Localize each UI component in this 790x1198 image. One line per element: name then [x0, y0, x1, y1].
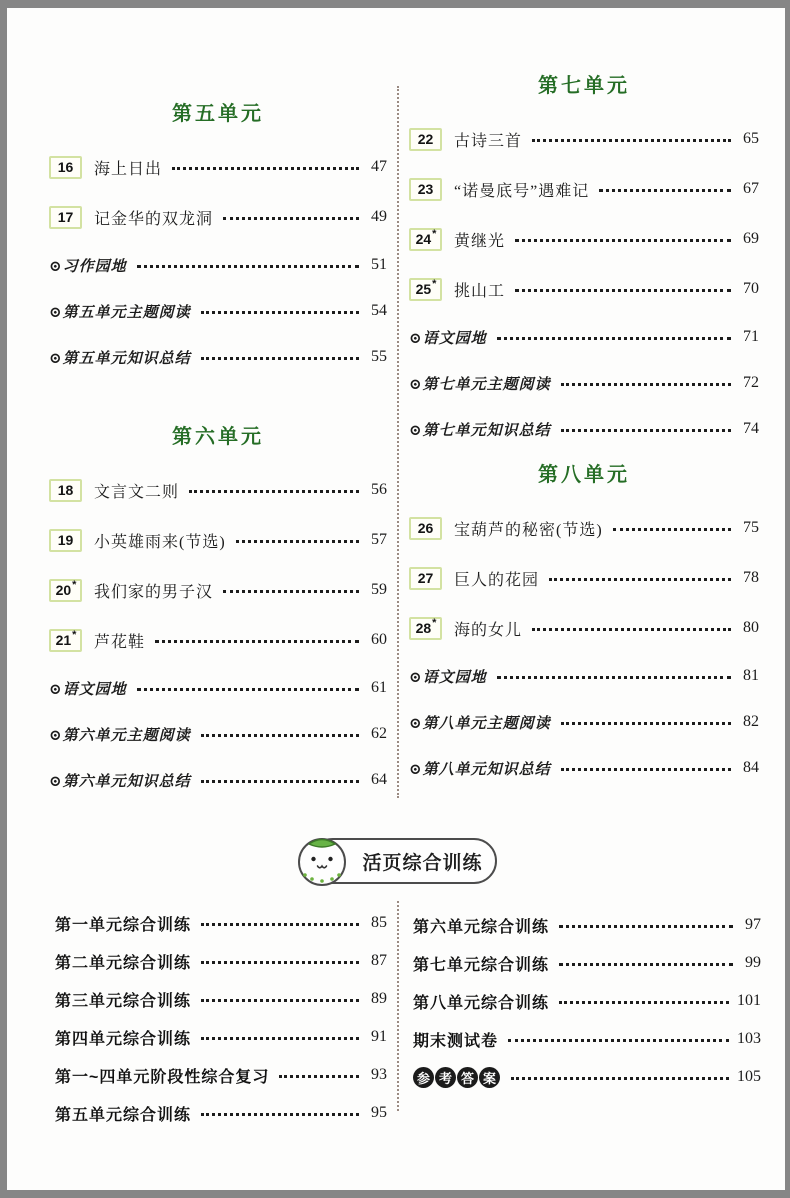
lesson-number: 17	[57, 209, 74, 225]
mascot-face-icon	[295, 834, 349, 888]
toc-extra-row	[409, 360, 759, 406]
unit-title: 第七单元	[538, 75, 630, 97]
toc-lesson-row	[409, 164, 759, 214]
page-number: 67	[743, 180, 759, 197]
dot-leader	[561, 383, 731, 386]
lesson-list	[49, 142, 387, 242]
dot-leader	[599, 189, 731, 192]
toc-extra-row	[409, 406, 759, 452]
dot-leader	[189, 490, 359, 493]
training-row	[413, 944, 761, 982]
training-row	[55, 942, 387, 980]
lesson-number: 18	[57, 482, 74, 498]
dot-leader	[201, 999, 359, 1002]
unit-8-section	[409, 461, 759, 791]
lesson-title: 记金华的双龙洞	[94, 210, 214, 228]
unit-title: 第六单元	[172, 426, 264, 448]
column-divider-bottom	[397, 901, 399, 1111]
page-number: 85	[371, 914, 387, 931]
toc-lesson-row	[49, 615, 387, 665]
lesson-title: “诺曼底号”遇难记	[454, 182, 590, 200]
lesson-title: 黄继光	[454, 232, 506, 250]
training-label: 第三单元综合训练	[55, 992, 192, 1010]
page-number: 64	[371, 771, 387, 788]
extra-list	[49, 665, 387, 803]
lesson-title: 海的女儿	[454, 621, 523, 639]
toc-extra-row	[409, 314, 759, 360]
extra-list	[409, 314, 759, 452]
page-number: 59	[371, 581, 387, 598]
training-label: 第八单元综合训练	[413, 994, 550, 1012]
dot-leader	[137, 265, 359, 268]
page-number: 97	[745, 916, 761, 933]
training-list-right	[413, 906, 761, 1096]
page-number: 101	[737, 992, 761, 1009]
dot-leader	[559, 925, 733, 928]
toc-lesson-row	[49, 142, 387, 192]
lesson-number: 24	[415, 231, 432, 247]
training-label: 第四单元综合训练	[55, 1030, 192, 1048]
dot-leader	[201, 1113, 359, 1116]
page-number: 89	[371, 990, 387, 1007]
lesson-title: 古诗三首	[454, 132, 523, 150]
answer-key-char-chip: 答	[457, 1067, 478, 1088]
dot-leader	[201, 1037, 359, 1040]
lesson-number-box	[49, 479, 82, 502]
page-number: 105	[737, 1068, 761, 1085]
unit-5-section	[49, 100, 387, 380]
lesson-number: 25	[415, 281, 432, 297]
toc-extra-row	[409, 699, 759, 745]
page-number: 69	[743, 230, 759, 247]
page-number: 91	[371, 1028, 387, 1045]
page-number: 81	[743, 667, 759, 684]
lesson-number-box	[49, 529, 82, 552]
toc-lesson-row	[409, 503, 759, 553]
toc-extra-row	[409, 745, 759, 791]
training-label: 第六单元综合训练	[413, 918, 550, 936]
dot-leader	[511, 1077, 729, 1080]
page-number: 60	[371, 631, 387, 648]
training-row	[55, 1094, 387, 1132]
answer-key-char-chip: 案	[479, 1067, 500, 1088]
dot-leader	[515, 289, 731, 292]
dot-leader	[549, 578, 731, 581]
answer-key-char-chip: 参	[413, 1067, 434, 1088]
lesson-number: 20	[55, 582, 72, 598]
lesson-number-box	[409, 517, 442, 540]
page-number: 103	[737, 1030, 761, 1047]
answer-key-char-chip: 考	[435, 1067, 456, 1088]
dot-leader	[532, 139, 731, 142]
page-number: 49	[371, 208, 387, 225]
toc-extra-row	[49, 711, 387, 757]
page-number: 54	[371, 302, 387, 319]
training-row	[55, 980, 387, 1018]
lesson-title: 小英雄雨来(节选)	[94, 533, 226, 551]
toc-lesson-row	[409, 214, 759, 264]
page-number: 70	[743, 280, 759, 297]
lesson-number-box	[49, 156, 82, 179]
dot-leader	[497, 676, 731, 679]
extra-label: ⊙第七单元知识总结	[409, 422, 551, 439]
toc-lesson-row	[409, 264, 759, 314]
lesson-list	[409, 114, 759, 314]
dot-leader	[561, 768, 731, 771]
lesson-list	[49, 465, 387, 665]
training-label: 第一~四单元阶段性综合复习	[55, 1068, 270, 1086]
dot-leader	[172, 167, 359, 170]
unit-title: 第八单元	[538, 464, 630, 486]
lesson-number: 23	[417, 181, 434, 197]
lesson-number-box: 24 *	[409, 228, 442, 251]
extra-list	[49, 242, 387, 380]
training-row	[413, 906, 761, 944]
dot-leader	[559, 963, 733, 966]
toc-extra-row	[49, 757, 387, 803]
dot-leader	[201, 311, 359, 314]
answer-key-row	[413, 1058, 761, 1096]
dot-leader	[201, 923, 359, 926]
extra-label: ⊙第七单元主题阅读	[409, 376, 551, 393]
lesson-number-box	[409, 128, 442, 151]
lesson-number: 27	[417, 570, 434, 586]
training-row	[55, 1056, 387, 1094]
page-number: 82	[743, 713, 759, 730]
extra-label: ⊙语文园地	[409, 330, 487, 347]
training-label: 第五单元综合训练	[55, 1106, 192, 1124]
dot-leader	[561, 429, 731, 432]
page-number: 65	[743, 130, 759, 147]
unit-6-section	[49, 423, 387, 803]
lesson-title: 芦花鞋	[94, 633, 146, 651]
training-label: 第一单元综合训练	[55, 916, 192, 934]
lesson-number: 22	[417, 131, 434, 147]
toc-lesson-row	[49, 515, 387, 565]
extra-list	[409, 653, 759, 791]
page-number: 72	[743, 374, 759, 391]
page-number: 51	[371, 256, 387, 273]
dot-leader	[201, 357, 359, 360]
training-row	[55, 1018, 387, 1056]
extra-label: ⊙第八单元主题阅读	[409, 715, 551, 732]
lesson-list	[409, 503, 759, 653]
training-row	[413, 1020, 761, 1058]
dot-leader	[279, 1075, 359, 1078]
page-number: 61	[371, 679, 387, 696]
toc-lesson-row	[49, 465, 387, 515]
lesson-number: 28	[415, 620, 432, 636]
lesson-number-box: 21 *	[49, 629, 82, 652]
toc-extra-row	[49, 288, 387, 334]
page-number: 87	[371, 952, 387, 969]
extra-label: ⊙第五单元主题阅读	[49, 304, 191, 321]
page-number: 75	[743, 519, 759, 536]
training-list-left	[55, 904, 387, 1132]
page-number: 99	[745, 954, 761, 971]
dot-leader	[223, 590, 359, 593]
section-badge	[295, 834, 497, 888]
page-number: 56	[371, 481, 387, 498]
dot-leader	[532, 628, 731, 631]
training-row	[413, 982, 761, 1020]
training-label: 第二单元综合训练	[55, 954, 192, 972]
page-number: 74	[743, 420, 759, 437]
lesson-number-box	[409, 567, 442, 590]
lesson-title: 文言文二则	[94, 483, 180, 501]
dot-leader	[201, 961, 359, 964]
toc-lesson-row	[409, 114, 759, 164]
lesson-number: 21	[55, 632, 72, 648]
lesson-title: 海上日出	[94, 160, 163, 178]
lesson-number: 16	[57, 159, 74, 175]
extra-label: ⊙第六单元知识总结	[49, 773, 191, 790]
page-number: 78	[743, 569, 759, 586]
lesson-number: 26	[417, 520, 434, 536]
page-number: 80	[743, 619, 759, 636]
page-number: 55	[371, 348, 387, 365]
unit-7-section	[409, 72, 759, 452]
lesson-number-box: 28 *	[409, 617, 442, 640]
lesson-title: 挑山工	[454, 282, 506, 300]
dot-leader	[137, 688, 359, 691]
toc-extra-row	[49, 242, 387, 288]
page-number: 71	[743, 328, 759, 345]
extra-label: ⊙习作园地	[49, 258, 127, 275]
unit-title: 第五单元	[172, 103, 264, 125]
answer-key-badge	[413, 1067, 501, 1088]
training-row	[55, 904, 387, 942]
toc-extra-row	[49, 665, 387, 711]
lesson-title: 宝葫芦的秘密(节选)	[454, 521, 603, 539]
page-number: 62	[371, 725, 387, 742]
toc-lesson-row	[49, 192, 387, 242]
lesson-number-box: 25 *	[409, 278, 442, 301]
training-label: 第七单元综合训练	[413, 956, 550, 974]
page-number: 57	[371, 531, 387, 548]
badge-label: 活页综合训练	[362, 852, 483, 874]
lesson-title: 我们家的男子汉	[94, 583, 214, 601]
dot-leader	[201, 780, 359, 783]
extra-label: ⊙第六单元主题阅读	[49, 727, 191, 744]
lesson-number-box	[409, 178, 442, 201]
training-label: 期末测试卷	[413, 1032, 499, 1050]
extra-label: ⊙语文园地	[409, 669, 487, 686]
dot-leader	[559, 1001, 729, 1004]
page-number: 84	[743, 759, 759, 776]
extra-label: ⊙语文园地	[49, 681, 127, 698]
page-number: 95	[371, 1104, 387, 1121]
lesson-number-box	[49, 206, 82, 229]
toc-lesson-row	[409, 553, 759, 603]
column-divider-top	[397, 86, 399, 798]
page-number: 93	[371, 1066, 387, 1083]
extra-label: ⊙第五单元知识总结	[49, 350, 191, 367]
dot-leader	[508, 1039, 729, 1042]
toc-extra-row	[49, 334, 387, 380]
dot-leader	[223, 217, 359, 220]
dot-leader	[201, 734, 359, 737]
dot-leader	[497, 337, 731, 340]
lesson-title: 巨人的花园	[454, 571, 540, 589]
dot-leader	[515, 239, 731, 242]
lesson-number-box: 20 *	[49, 579, 82, 602]
extra-label: ⊙第八单元知识总结	[409, 761, 551, 778]
page-number: 47	[371, 158, 387, 175]
dot-leader	[613, 528, 731, 531]
dot-leader	[236, 540, 359, 543]
toc-lesson-row	[409, 603, 759, 653]
toc-lesson-row	[49, 565, 387, 615]
dot-leader	[155, 640, 359, 643]
lesson-number: 19	[57, 532, 74, 548]
dot-leader	[561, 722, 731, 725]
toc-extra-row	[409, 653, 759, 699]
